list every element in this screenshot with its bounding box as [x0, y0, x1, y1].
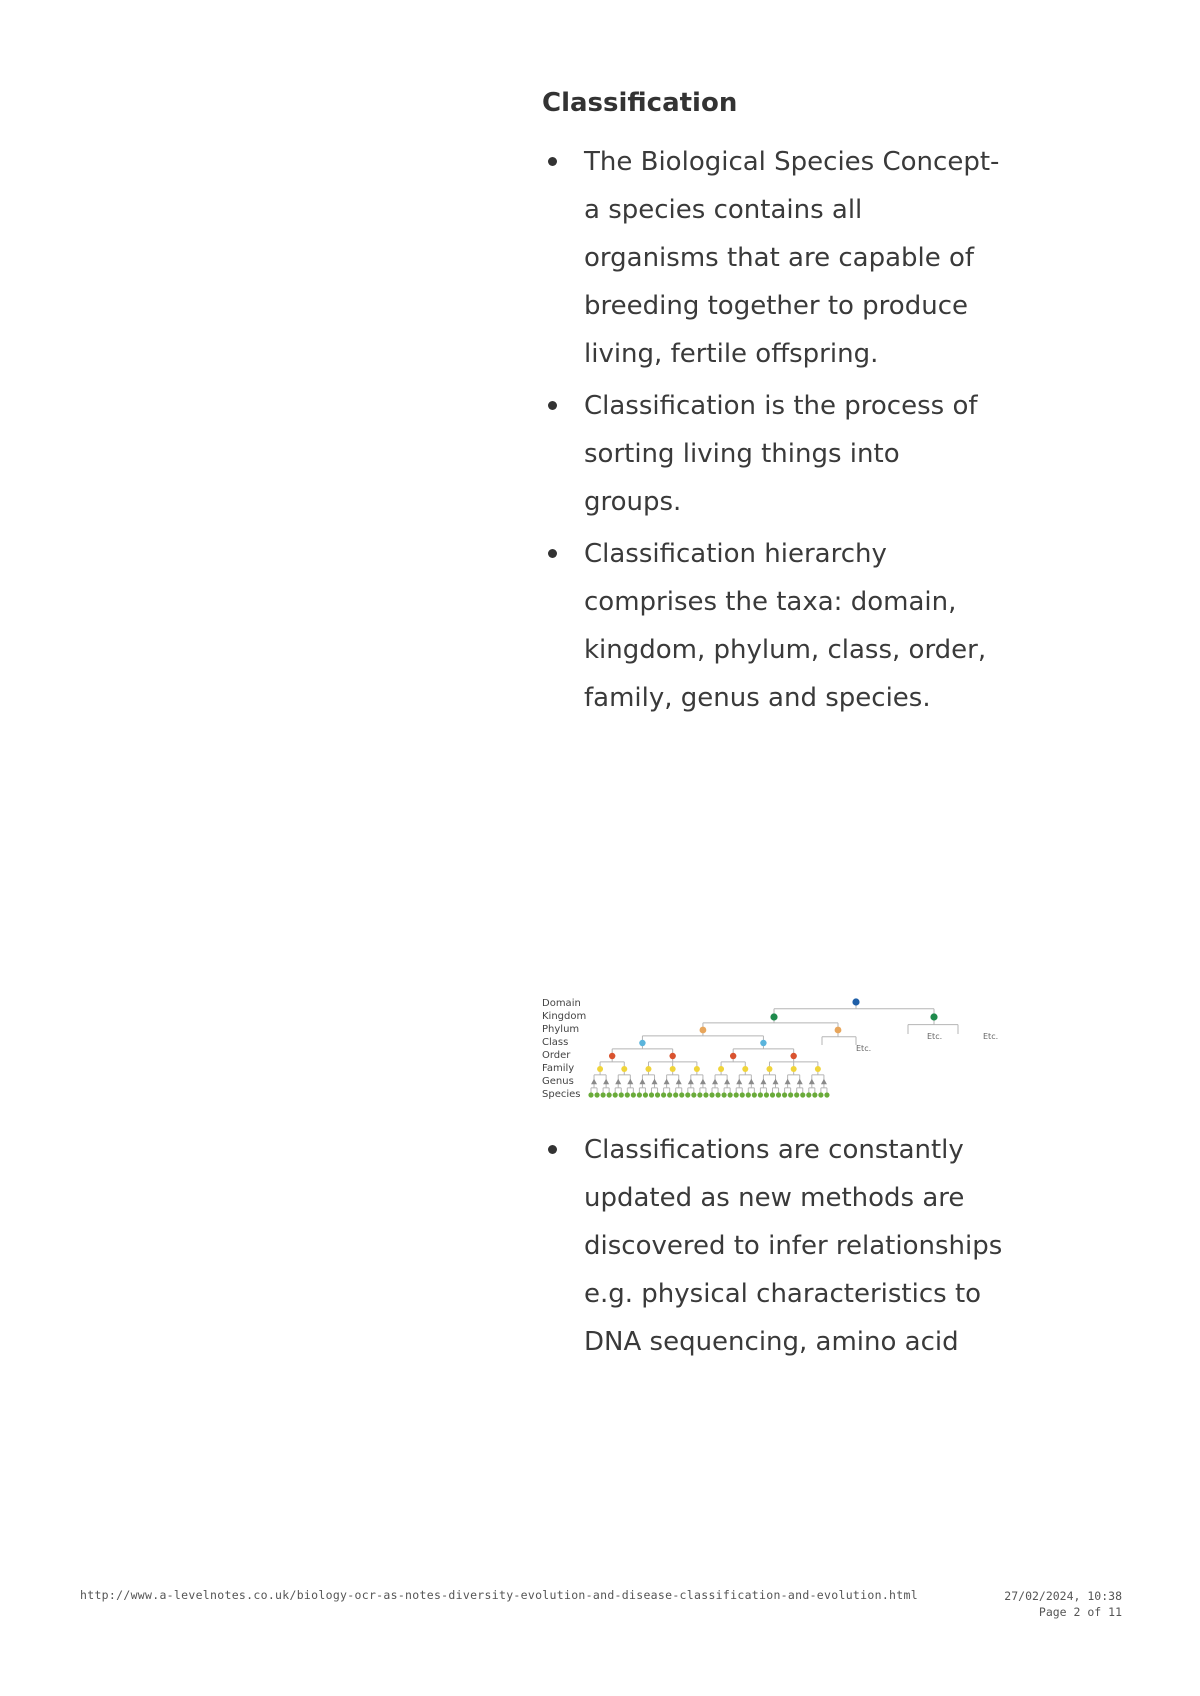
genus-node: [736, 1079, 742, 1084]
footer-page-number: Page 2 of 11: [1038, 1605, 1122, 1619]
species-node: [607, 1092, 612, 1097]
genus-node: [797, 1079, 803, 1084]
species-node: [746, 1092, 751, 1097]
class-node: [639, 1040, 645, 1046]
genus-node: [712, 1079, 718, 1084]
species-node: [794, 1092, 799, 1097]
species-node: [715, 1092, 720, 1097]
species-node: [619, 1092, 624, 1097]
genus-node: [700, 1079, 706, 1084]
species-node: [631, 1092, 636, 1097]
species-node: [588, 1092, 593, 1097]
genus-node: [773, 1079, 779, 1084]
species-node: [782, 1092, 787, 1097]
bullet-dot-icon: [548, 549, 557, 558]
bullet-item: [584, 1126, 1004, 1366]
order-node: [669, 1053, 675, 1059]
rank-labels: [542, 998, 586, 1100]
genus-node: [639, 1079, 645, 1084]
etc-label: Etc.: [856, 1044, 872, 1053]
genus-node: [676, 1079, 682, 1084]
species-node: [601, 1092, 606, 1097]
family-node: [645, 1066, 651, 1072]
rank-label: Genus: [542, 1076, 574, 1087]
species-node: [709, 1092, 714, 1097]
genus-node: [821, 1079, 827, 1084]
bullet-list-bottom: [584, 1126, 1004, 1370]
species-node: [661, 1092, 666, 1097]
footer-meta: [1004, 1588, 1122, 1620]
species-node: [691, 1092, 696, 1097]
bullet-dot-icon: [548, 401, 557, 410]
footer-datetime: 27/02/2024, 10:38: [1004, 1589, 1122, 1603]
species-node: [788, 1092, 793, 1097]
rank-label: Kingdom: [542, 1011, 587, 1022]
genus-node: [615, 1079, 621, 1084]
species-node: [655, 1092, 660, 1097]
family-node: [597, 1066, 603, 1072]
family-node: [718, 1066, 724, 1072]
class-node: [760, 1040, 766, 1046]
species-node: [613, 1092, 618, 1097]
bullet-dot-icon: [548, 157, 557, 166]
bullet-text: Classification is the process of sorting living things into groups.: [584, 391, 978, 517]
genus-node: [627, 1079, 633, 1084]
bullet-dot-icon: [548, 1145, 557, 1154]
genus-node: [724, 1079, 730, 1084]
rank-label: Family: [542, 1063, 575, 1074]
species-node: [758, 1092, 763, 1097]
genus-node: [664, 1079, 670, 1084]
bullet-item: [584, 382, 1004, 526]
etc-label: Etc.: [927, 1032, 943, 1041]
species-node: [673, 1092, 678, 1097]
genus-node: [760, 1079, 766, 1084]
species-node: [764, 1092, 769, 1097]
classification-hierarchy-diagram: [538, 988, 1002, 1104]
species-node: [722, 1092, 727, 1097]
bullet-list-top: [584, 138, 1004, 726]
etc-label: Etc.: [983, 1032, 999, 1041]
kingdom-node: [770, 1013, 777, 1020]
rank-label: Class: [542, 1037, 569, 1048]
family-node: [766, 1066, 772, 1072]
species-node: [625, 1092, 630, 1097]
family-node: [791, 1066, 797, 1072]
genus-node: [748, 1079, 754, 1084]
family-node: [621, 1066, 627, 1072]
bullet-text: The Biological Species Concept- a species contains all organisms that are capable of breeding together to produce living, fertile offspring.: [584, 147, 1000, 369]
species-node: [806, 1092, 811, 1097]
species-node: [734, 1092, 739, 1097]
genus-node: [688, 1079, 694, 1084]
domain-node: [852, 998, 859, 1005]
genus-node: [591, 1079, 597, 1084]
genus-node: [652, 1079, 658, 1084]
species-node: [728, 1092, 733, 1097]
section-heading: Classification: [542, 88, 738, 118]
species-node: [818, 1092, 823, 1097]
bullet-text: Classification hierarchy comprises the taxa: domain, kingdom, phylum, class, order, family, genus and species.: [584, 539, 987, 713]
species-node: [643, 1092, 648, 1097]
species-node: [752, 1092, 757, 1097]
species-node: [697, 1092, 702, 1097]
family-node: [694, 1066, 700, 1072]
species-node: [594, 1092, 599, 1097]
species-node: [667, 1092, 672, 1097]
species-node: [800, 1092, 805, 1097]
species-node: [703, 1092, 708, 1097]
family-node: [670, 1066, 676, 1072]
family-node: [815, 1066, 821, 1072]
species-node: [649, 1092, 654, 1097]
genus-node: [603, 1079, 609, 1084]
genus-node: [785, 1079, 791, 1084]
rank-label: Phylum: [542, 1024, 580, 1035]
family-node: [742, 1066, 748, 1072]
order-node: [730, 1053, 736, 1059]
footer-url: http://www.a-levelnotes.co.uk/biology-ocr-as-notes-diversity-evolution-and-disease-classification-and-evolution.html: [80, 1588, 918, 1602]
species-node: [812, 1092, 817, 1097]
phylum-node: [700, 1027, 707, 1034]
species-node: [685, 1092, 690, 1097]
species-node: [679, 1092, 684, 1097]
rank-label: Domain: [542, 998, 581, 1009]
bullet-item: [584, 530, 1004, 722]
order-node: [790, 1053, 796, 1059]
rank-label: Order: [542, 1050, 571, 1061]
bullet-text: Classifications are constantly updated as new methods are discovered to infer relationships e.g. physical characteristics to DNA sequencing, amino acid: [584, 1135, 1003, 1357]
phylum-node: [835, 1027, 842, 1034]
genus-node: [809, 1079, 815, 1084]
bullet-item: [584, 138, 1004, 378]
species-node: [824, 1092, 829, 1097]
species-node: [776, 1092, 781, 1097]
species-node: [770, 1092, 775, 1097]
species-node: [637, 1092, 642, 1097]
rank-label: Species: [542, 1089, 581, 1100]
kingdom-node: [930, 1013, 937, 1020]
species-node: [740, 1092, 745, 1097]
order-node: [609, 1053, 615, 1059]
